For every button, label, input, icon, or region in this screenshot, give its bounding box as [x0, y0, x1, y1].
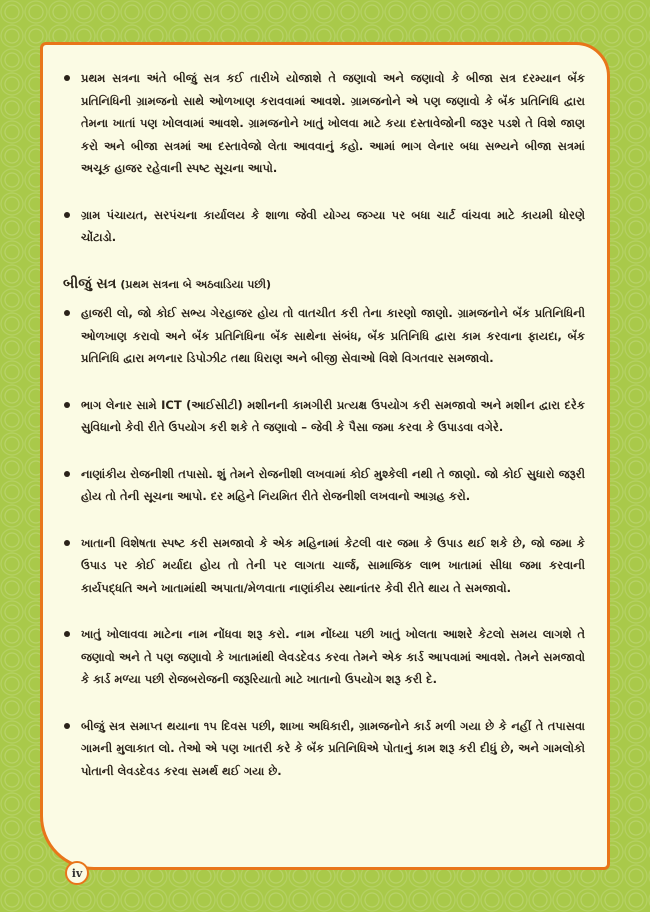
list-item [63, 463, 585, 508]
list-item [63, 623, 585, 691]
list-item-text: ખાતાની વિશેષતા સ્પષ્ટ કરી સમજાવો કે એક મહિનામાં કેટલી વાર જમા કે ઉપાડ થઈ શકે છે, જો જમા કે ઉપાડ પર કોઈ મર્યાદા હોય તો તેની પર લાગતા ચાર્જ, સામાજિક લાભ ખાતામાં સીધા જમા કરવાની કાર્યપદ્ધતિ અને ખાતામાંથી અપાતા/મેળવાતા નાણાંકીય સ્થાનાંતર કેવી રીતે થાય તે સમજાવો. [81, 535, 585, 595]
list-item-text: નાણાંકીય રોજનીશી તપાસો. શું તેમને રોજનીશી લખવામાં કોઈ મુશ્કેલી નથી તે જાણો. જો કોઈ સુધારો જરૂરી હોય તો તેની સૂચના આપો. દર મહિને નિયમિત રીતે રોજનીશી લખવાનો આગ્રહ કરો. [81, 466, 585, 503]
bullet-icon [64, 75, 70, 81]
list-item [63, 204, 585, 249]
list-item-text: હાજરી લો, જો કોઈ સભ્ય ગેરહાજર હોય તો વાતચીત કરી તેના કારણો જાણો. ગ્રામજનોને બૅંક પ્રતિનિધિની ઓળખાણ કરાવો અને બૅંક પ્રતિનિધિના બૅંક સાથેના સંબંધ, બૅંક પ્રતિનિધિ દ્વારા કામ કરવાના ફાયદા, બૅંક પ્રતિનિધિ દ્વારા મળનાર ડિપોઝીટ તથા ધિરાણ અને બીજી સેવાઓ વિશે વિગતવાર સમજાવો. [81, 306, 585, 365]
bullet-icon [64, 471, 70, 477]
bullet-icon [64, 723, 70, 729]
list-item-text: પ્રથમ સત્રના અંતે બીજું સત્ર કઈ તારીખે યોજાશે તે જણાવો અને જણાવો કે બીજા સત્ર દરમ્યાન બૅંક પ્રતિનિધિની ગ્રામજનો સાથે ઓળખાણ કરાવવામાં આવશે. ગ્રામજનોને એ પણ જણાવો કે બૅંક પ્રતિનિધિ દ્વારા તેમના ખાતાં પણ ખોલવામાં આવશે. ગ્રામજનોને ખાતું ખોલવા માટે કયા દસ્તાવેજોની જરૂર પડશે તે વિશે જાણ કરો અને બીજા સત્રમાં આ દસ્તાવેજો લેતા આવવાનું કહો. આમાં ભાગ લેનાર બધા સભ્યને બીજા સત્રમાં અચૂક હાજર રહેવાની સ્પષ્ટ સૂચના આપો. [81, 71, 585, 175]
list-item [63, 715, 585, 783]
list-item [63, 532, 585, 600]
list-item-text: ગ્રામ પંચાયત, સરપંચના કાર્યાલય કે શાળા જેવી યોગ્ય જગ્યા પર બધા ચાર્ટ વાંચવા માટે કાયમી ધોરણે ચોંટાડો. [81, 207, 585, 244]
page-number: iv [65, 861, 89, 885]
list-item [63, 394, 585, 439]
section-subtitle: (પ્રથમ સત્રના બે અઠવાડિયા પછી) [120, 277, 272, 291]
bullet-icon [64, 540, 70, 546]
page-content [63, 67, 585, 806]
list-item-text: ભાગ લેનાર સામે ICT (આઈસીટી) મશીનની કામગીરી પ્રત્યક્ષ ઉપયોગ કરી સમજાવો અને મશીન દ્વારા દરેક સુવિધાનો કેવી રીતે ઉપયોગ કરી શકે તે જણાવો – જેવી કે પૈસા જમા કરવા કે ઉપાડવા વગેરે. [81, 397, 585, 434]
section-title: બીજું સત્ર [63, 275, 117, 292]
bullet-icon [64, 310, 70, 316]
bullet-icon [64, 212, 70, 218]
content-card [40, 42, 610, 870]
bullet-icon [64, 402, 70, 408]
section-heading [63, 273, 585, 297]
list-item-text: ખાતું ખોલાવવા માટેના નામ નોંધવા શરૂ કરો. નામ નોંધ્યા પછી ખાતું ખોલતા આશરે કેટલો સમય લાગશે તે જણાવો અને તે પણ જણાવો કે ખાતામાંથી લેવડદેવડ કરવા તેમને એક કાર્ડ આપવામાં આવશે. તેમને સમજાવો કે કાર્ડ મળ્યા પછી રોજબરોજની જરૂરિયાતો માટે ખાતાનો ઉપયોગ શરૂ કરી દે. [81, 627, 585, 686]
list-item-text: બીજું સત્ર સમાપ્ત થયાના ૧૫ દિવસ પછી, શાખા અધિકારી, ગ્રામજનોને કાર્ડ મળી ગયા છે કે નહીં તે તપાસવા ગામની મુલાકાત લો. તેઓ એ પણ ખાતરી કરે કે બૅંક પ્રતિનિધિએ પોતાનું કામ શરૂ કરી દીધું છે, અને ગામલોકો પોતાની લેવડદેવડ કરવા સમર્થ થઈ ગયા છે. [81, 718, 585, 778]
list-item [63, 67, 585, 180]
list-item [63, 302, 585, 370]
bullet-icon [64, 631, 70, 637]
